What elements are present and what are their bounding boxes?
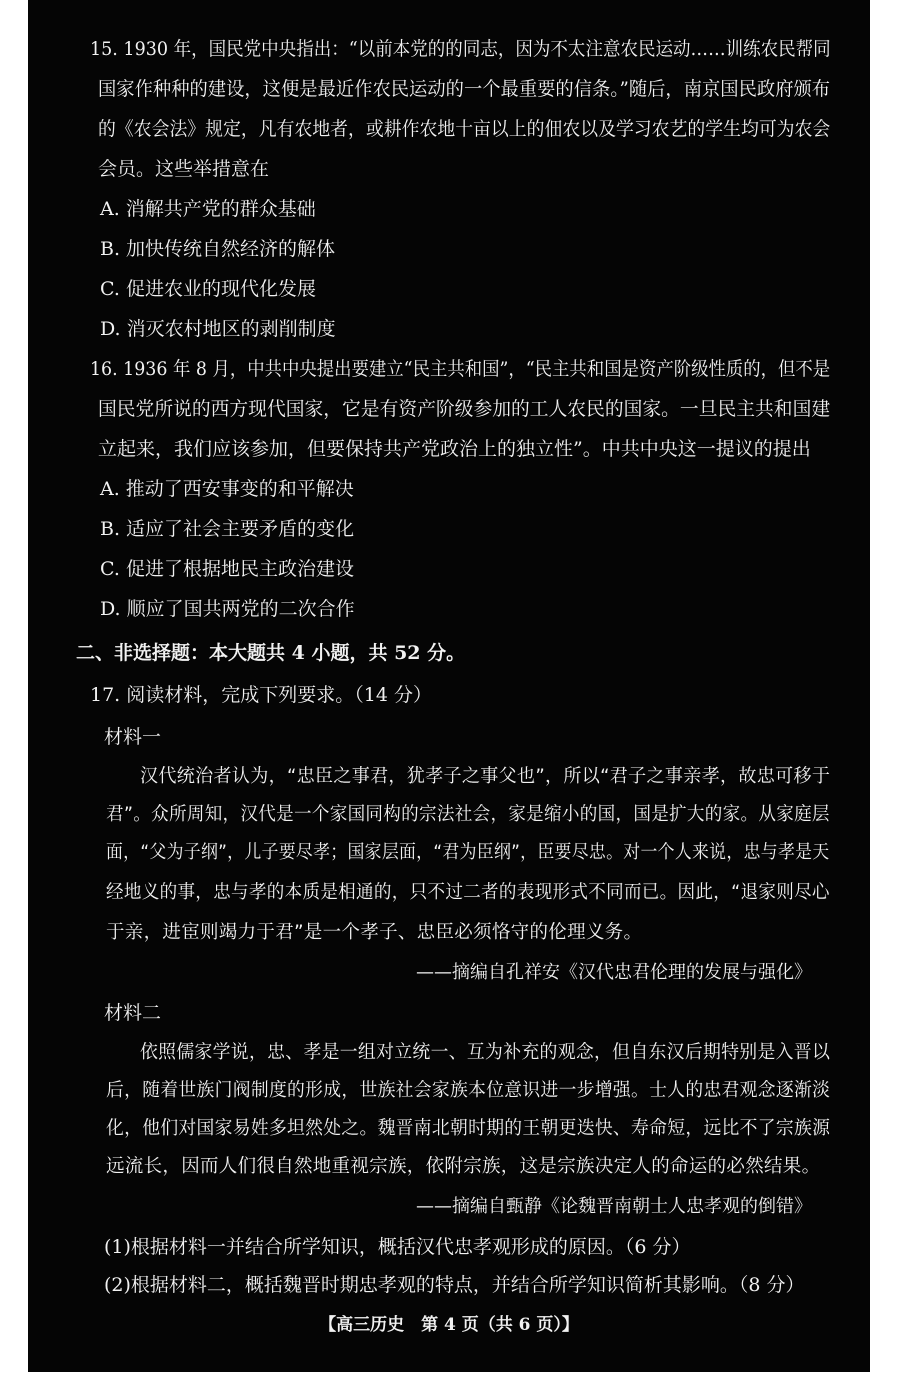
q15-stem-line-4: 会员。这些举措意在 bbox=[98, 158, 270, 180]
q17-subquestion-2: (2)根据材料二，概括魏晋时期忠孝观的特点，并结合所学知识简析其影响。（8 分） bbox=[104, 1274, 805, 1296]
q16-stem-line-2: 国民党所说的西方现代国家，它是有资产阶级参加的工人农民的国家。一旦民主共和国建 bbox=[98, 398, 831, 420]
q15-option-d: D. 消灭农村地区的剥削制度 bbox=[100, 318, 336, 340]
q15-option-c: C. 促进农业的现代化发展 bbox=[100, 278, 316, 300]
q16-stem-line-1: 16. 1936 年 8 月，中共中央提出要建立“民主共和国”，“民主共和国是资产阶级性质的，但不是 bbox=[90, 358, 831, 380]
material2-line-2: 后，随着世族门阀制度的形成，世族社会家族本位意识进一步增强。士人的忠君观念逐渐淡 bbox=[106, 1080, 831, 1101]
q15-option-b: B. 加快传统自然经济的解体 bbox=[100, 238, 336, 260]
q16-option-c: C. 促进了根据地民主政治建设 bbox=[100, 558, 354, 580]
material1-line-1: 汉代统治者认为，“忠臣之事君，犹孝子之事父也”，所以“君子之事亲孝，故忠可移于 bbox=[140, 766, 831, 787]
material2-source: ——摘编自甄静《论魏晋南朝士人忠孝观的倒错》 bbox=[416, 1196, 812, 1217]
q16-stem-line-3: 立起来，我们应该参加，但要保持共产党政治上的独立性”。中共中央这一提议的提出 bbox=[98, 438, 811, 460]
q15-stem-line-1: 15. 1930 年，国民党中央指出：“以前本党的的同志，因为不太注意农民运动……训练农民帮同 bbox=[90, 38, 831, 60]
material1-label: 材料一 bbox=[104, 726, 162, 748]
page-footer: 【高三历史 第 4 页（共 6 页）】 bbox=[319, 1315, 579, 1335]
material2-line-3: 化，他们对国家易姓多坦然处之。魏晋南北朝时期的王朝更迭快、寿命短，远比不了宗族源 bbox=[106, 1118, 831, 1139]
material2-line-1: 依照儒家学说，忠、孝是一组对立统一、互为补充的观念，但自东汉后期特别是入晋以 bbox=[140, 1042, 831, 1063]
exam-page bbox=[28, 0, 870, 1372]
material1-line-5: 于亲，进宦则竭力于君”是一个孝子、忠臣必须恪守的伦理义务。 bbox=[106, 922, 643, 943]
material2-line-4: 远流长，因而人们很自然地重视宗族，依附宗族，这是宗族决定人的命运的必然结果。 bbox=[106, 1156, 821, 1177]
material1-line-2: 君”。众所周知，汉代是一个家国同构的宗法社会，家是缩小的国，国是扩大的家。从家庭层 bbox=[106, 804, 830, 825]
section-title: 二、非选择题：本大题共 4 小题，共 52 分。 bbox=[76, 642, 466, 664]
material1-line-3: 面，“父为子纲”，儿子要尽孝；国家层面，“君为臣纲”，臣要尽忠。对一个人来说，忠与孝是天 bbox=[106, 842, 830, 863]
q17-stem: 17. 阅读材料，完成下列要求。（14 分） bbox=[90, 684, 432, 706]
q16-option-b: B. 适应了社会主要矛盾的变化 bbox=[100, 518, 355, 540]
material1-source: ——摘编自孔祥安《汉代忠君伦理的发展与强化》 bbox=[416, 962, 812, 983]
q16-option-d: D. 顺应了国共两党的二次合作 bbox=[100, 598, 355, 620]
q17-subquestion-1: (1)根据材料一并结合所学知识，概括汉代忠孝观形成的原因。（6 分） bbox=[104, 1236, 691, 1258]
q16-option-a: A. 推动了西安事变的和平解决 bbox=[100, 478, 354, 500]
material2-label: 材料二 bbox=[104, 1002, 162, 1024]
q15-stem-line-3: 的《农会法》规定，凡有农地者，或耕作农地十亩以上的佃农以及学习农艺的学生均可为农会 bbox=[98, 118, 831, 140]
q15-option-a: A. 消解共产党的群众基础 bbox=[100, 198, 316, 220]
material1-line-4: 经地义的事，忠与孝的本质是相通的，只不过二者的表现形式不同而已。因此，“退家则尽心 bbox=[106, 882, 830, 903]
q15-stem-line-2: 国家作种种的建设，这便是最近作农民运动的一个最重要的信条。”随后，南京国民政府颁布 bbox=[98, 78, 831, 100]
